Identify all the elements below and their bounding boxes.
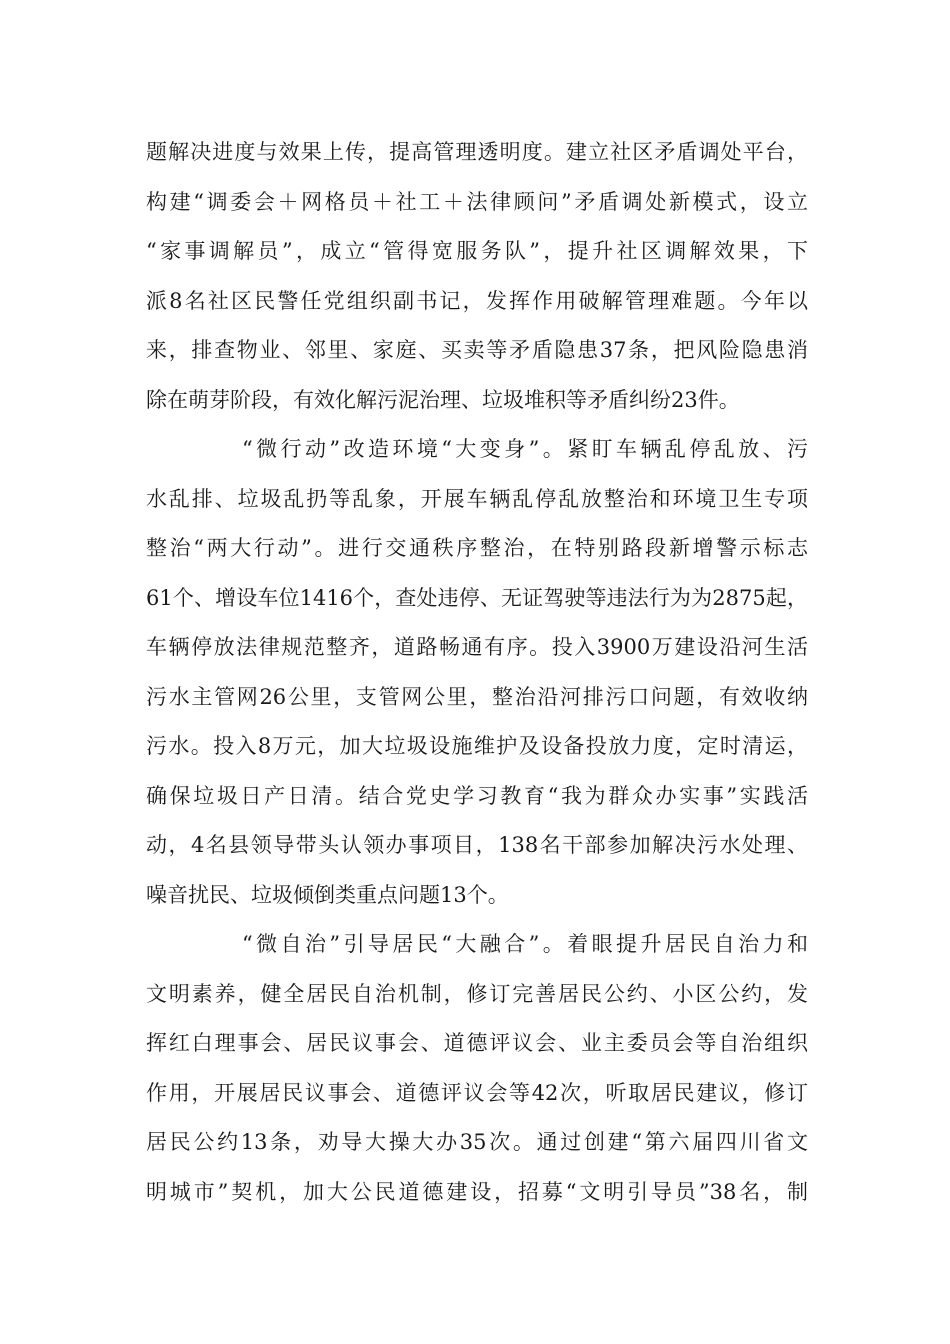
paragraph-line: 明城市”契机，加大公民道德建设，招募“文明引导员”38名，制	[146, 1179, 808, 1204]
paragraph-line: “微自治”引导居民“大融合”。着眼提升居民自治力和	[242, 932, 808, 956]
paragraph-line: 作用，开展居民议事会、道德评议会等42次，听取居民建议，修订	[146, 1080, 808, 1105]
document-body	[146, 128, 808, 1217]
paragraph-line: 来，排查物业、邻里、家庭、买卖等矛盾隐患37条，把风险隐患消	[146, 338, 808, 362]
paragraph-line: 61个、增设车位1416个，查处违停、无证驾驶等违法行为为2875起，	[146, 585, 808, 610]
paragraph-line: 居民公约13条，劝导大操大办35次。通过创建“第六届四川省文	[146, 1130, 808, 1154]
paragraph-line: 构建“调委会＋网格员＋社工＋法律顾问”矛盾调处新模式，设立	[146, 189, 808, 214]
paragraph-line: 噪音扰民、垃圾倾倒类重点问题13个。	[146, 882, 509, 907]
paragraph-line: 文明素养，健全居民自治机制，修订完善居民公约、小区公约，发	[146, 981, 808, 1006]
paragraph-line: 挥红白理事会、居民议事会、道德评议会、业主委员会等自治组织	[146, 1031, 808, 1055]
paragraph-line: 派8名社区民警任党组织副书记，发挥作用破解管理难题。今年以	[146, 288, 808, 313]
paragraph-line: 除在萌芽阶段，有效化解污泥治理、垃圾堆积等矛盾纠纷23件。	[146, 387, 740, 412]
paragraph-line: 车辆停放法律规范整齐，道路畅通有序。投入3900万建设沿河生活	[146, 635, 808, 659]
paragraph-line: “微行动”改造环境“大变身”。紧盯车辆乱停乱放、污	[242, 437, 808, 461]
paragraph-line: 动，4名县领导带头认领办事项目，138名干部参加解决污水处理、	[146, 833, 808, 857]
paragraph-line: 整治“两大行动”。进行交通秩序整治，在特别路段新增警示标志	[146, 536, 808, 560]
paragraph-line: 题解决进度与效果上传，提高管理透明度。建立社区矛盾调处平台，	[146, 140, 808, 164]
paragraph-line: 污水主管网26公里，支管网公里，整治沿河排污口问题，有效收纳	[146, 684, 808, 709]
paragraph-line: “家事调解员”，成立“管得宽服务队”，提升社区调解效果，下	[146, 239, 808, 263]
paragraph-line: 水乱排、垃圾乱扔等乱象，开展车辆乱停乱放整治和环境卫生专项	[146, 486, 808, 511]
paragraph-line: 污水。投入8万元，加大垃圾设施维护及设备投放力度，定时清运，	[146, 734, 808, 758]
paragraph-line: 确保垃圾日产日清。结合党史学习教育“我为群众办实事”实践活	[146, 783, 808, 808]
